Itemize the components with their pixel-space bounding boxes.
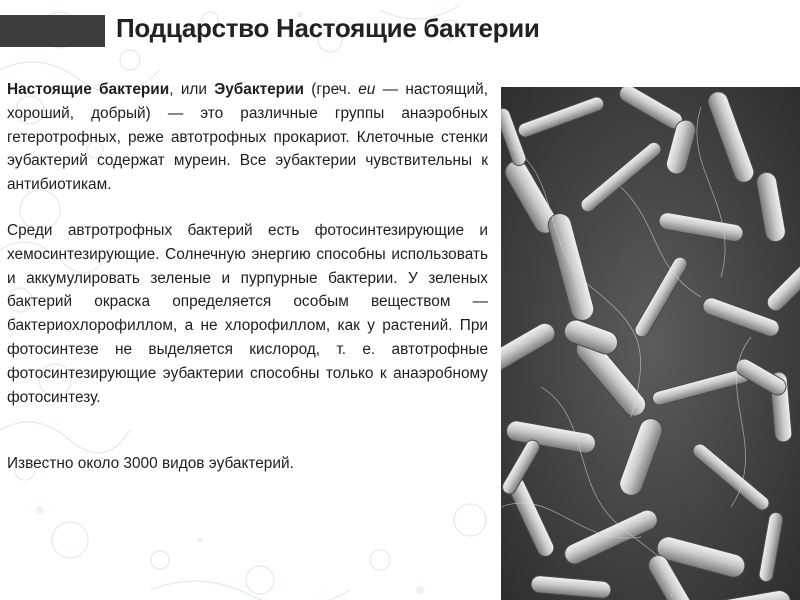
separator-text: , или (169, 81, 215, 98)
paragraph-autotrophs: Среди автротрофных бактерий есть фотосинтезирующие и хемосинтезирующие. Солнечную энергию способны использовать и аккумулировать зеленые и пурпурные бактерии. У зеленых бактерий окраска определяется особым веществом — бактериохлорофиллом, а не хлорофиллом, как у растений. При фотосинтезе не выделяется кислород, т. е. автотрофные фотосинтезирующие эубактерии способны только к анаэробному фотосинтезу. (7, 222, 488, 406)
term-true-bacteria: Настоящие бактерии (7, 81, 170, 98)
paragraph-species-count: Известно около 3000 видов эубактерий. (7, 455, 294, 472)
title-accent-bar (0, 15, 105, 47)
definition-text: — настоящий, хороший, добрый) — это различные группы анаэробных гетеротрофных, реже автотрофных прокариот. Клеточные стенки эубактерий содержат муреин. Все эубактерии чувствительны к антибиотикам. (7, 81, 488, 194)
bacteria-micrograph-icon (501, 87, 800, 600)
term-eubacteria: Эубактерии (214, 81, 304, 98)
slide-title: Подцарство Настоящие бактерии (116, 13, 540, 43)
greek-prefix: eu (358, 81, 376, 98)
separator-text: (греч. (304, 81, 359, 98)
paragraph-definition (7, 78, 488, 197)
